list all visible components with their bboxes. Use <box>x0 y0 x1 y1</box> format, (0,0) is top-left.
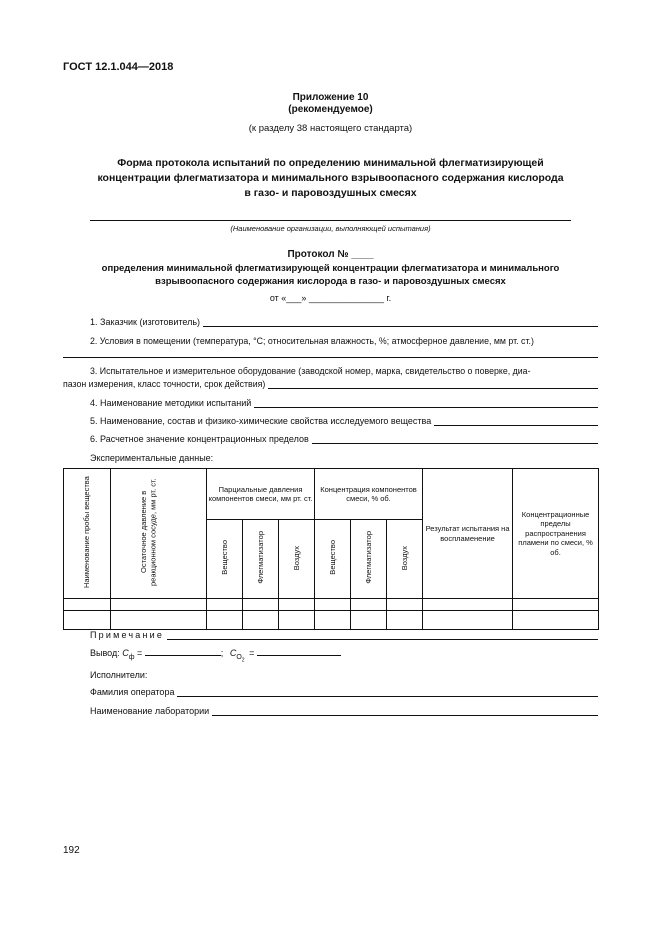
equipment-field <box>63 379 598 389</box>
sub-phlegmatizer-1: Флегматизатор <box>243 520 279 599</box>
col-sample-header: Наименование пробы вещества <box>64 469 111 599</box>
form-title-line-2: концентрации флегматизатора и минимального взрывоопасного содержания кислорода <box>97 172 564 184</box>
equipment-line[interactable] <box>268 379 598 389</box>
col-limits-header: Концентрационные пределы распространения пламени по смеси, % об. <box>513 469 599 599</box>
c-sub-phi: ф <box>128 653 135 661</box>
table-cell <box>207 611 243 630</box>
appendix-status: (рекомендуемое) <box>288 104 373 115</box>
c-symbol-phi: С <box>122 648 129 658</box>
table-cell <box>279 599 315 611</box>
table-cell <box>64 599 111 611</box>
operator-line[interactable] <box>177 687 598 697</box>
c-symbol-o2: С <box>229 648 237 658</box>
organization-caption: (Наименование организации, выполняющей испытания) <box>230 224 431 233</box>
c-o2-value-line[interactable] <box>257 647 341 656</box>
equals-2: = <box>249 648 255 658</box>
substance-line[interactable] <box>434 416 598 426</box>
c-sub-o-num: 2 <box>241 657 245 664</box>
organization-line <box>90 220 571 221</box>
table-cell <box>513 611 599 630</box>
conclusion-label: Вывод: <box>90 648 120 658</box>
table-cell <box>207 599 243 611</box>
table-cell <box>387 599 423 611</box>
conditions-label: 2. Условия в помещении (температура, °С; относительная влажность, %; атмосферное давление, мм рт. ст.) <box>90 336 534 346</box>
calc-limits-line[interactable] <box>312 434 598 444</box>
c-sub-o: О <box>236 653 242 661</box>
form-title-line-1: Форма протокола испытаний по определению минимальной флегматизирующей <box>117 157 544 169</box>
page-number: 192 <box>63 845 80 856</box>
lab-field <box>90 706 598 716</box>
appendix-title: Приложение 10 <box>292 92 369 103</box>
calc-limits-label: 6. Расчетное значение концентрационных пределов <box>90 434 309 444</box>
protocol-number: Протокол № ____ <box>287 249 374 260</box>
protocol-subtitle-line-2: взрывоопасного содержания кислорода в газо- и паровоздушных смесях <box>155 276 506 287</box>
note-label: Примечание <box>90 630 165 640</box>
table-cell <box>387 611 423 630</box>
group-partial-header: Парциальные давления компонентов смеси, мм рт. ст. <box>207 469 315 520</box>
form-title-line-3: в газо- и паровоздушных смесях <box>244 187 417 199</box>
method-line[interactable] <box>254 398 598 408</box>
appendix-reference: (к разделу 38 настоящего стандарта) <box>248 123 413 134</box>
calc-limits-field <box>90 434 598 444</box>
table-cell <box>243 599 279 611</box>
protocol-date: от «___» _______________ г. <box>269 293 392 303</box>
group-conc-header: Концентрация компонентов смеси, % об. <box>315 469 423 520</box>
table-cell <box>111 611 207 630</box>
experimental-table <box>63 468 599 630</box>
separator: ; <box>220 648 224 658</box>
note-field <box>90 630 598 640</box>
table-cell <box>64 611 111 630</box>
col-result-header: Результат испытания на воспламенение <box>423 469 513 599</box>
equals-1: = <box>137 648 143 658</box>
operator-field <box>90 687 598 697</box>
operator-label: Фамилия оператора <box>90 687 175 697</box>
executors-label: Исполнители: <box>90 670 148 680</box>
table-cell <box>423 611 513 630</box>
equipment-label-1: 3. Испытательное и измерительное оборудование (заводской номер, марка, свидетельство о поверке, диа- <box>90 366 531 376</box>
sub-air-2: Воздух <box>387 520 423 599</box>
conclusion-row <box>90 647 341 663</box>
table-cell <box>279 611 315 630</box>
table-cell <box>315 611 351 630</box>
table-cell <box>315 599 351 611</box>
sub-substance-2: Вещество <box>315 520 351 599</box>
substance-field <box>90 416 598 426</box>
table-cell <box>351 611 387 630</box>
sub-phlegmatizer-2: Флегматизатор <box>351 520 387 599</box>
customer-field <box>90 317 598 327</box>
table-cell <box>111 599 207 611</box>
conditions-line[interactable] <box>63 357 598 358</box>
table-cell <box>513 599 599 611</box>
table-cell <box>243 611 279 630</box>
lab-label: Наименование лаборатории <box>90 706 210 716</box>
sub-substance-1: Вещество <box>207 520 243 599</box>
note-line[interactable] <box>167 630 598 640</box>
substance-label: 5. Наименование, состав и физико-химические свойства исследуемого вещества <box>90 416 432 426</box>
protocol-subtitle-line-1: определения минимальной флегматизирующей концентрации флегматизатора и минимального <box>101 263 560 274</box>
col-residual-header: Остаточное давление в реакционном сосуде, мм рт. ст. <box>111 469 207 599</box>
method-field <box>90 398 598 408</box>
method-label: 4. Наименование методики испытаний <box>90 398 252 408</box>
table-cell <box>423 599 513 611</box>
c-phi-value-line[interactable] <box>145 647 221 656</box>
equipment-label-2: пазон измерения, класс точности, срок действия) <box>63 379 266 389</box>
table-cell <box>351 599 387 611</box>
customer-label: 1. Заказчик (изготовитель) <box>90 317 201 327</box>
experimental-label: Экспериментальные данные: <box>90 453 214 463</box>
document-code: ГОСТ 12.1.044—2018 <box>63 61 174 73</box>
sub-air-1: Воздух <box>279 520 315 599</box>
lab-line[interactable] <box>212 706 598 716</box>
customer-line[interactable] <box>203 317 598 327</box>
